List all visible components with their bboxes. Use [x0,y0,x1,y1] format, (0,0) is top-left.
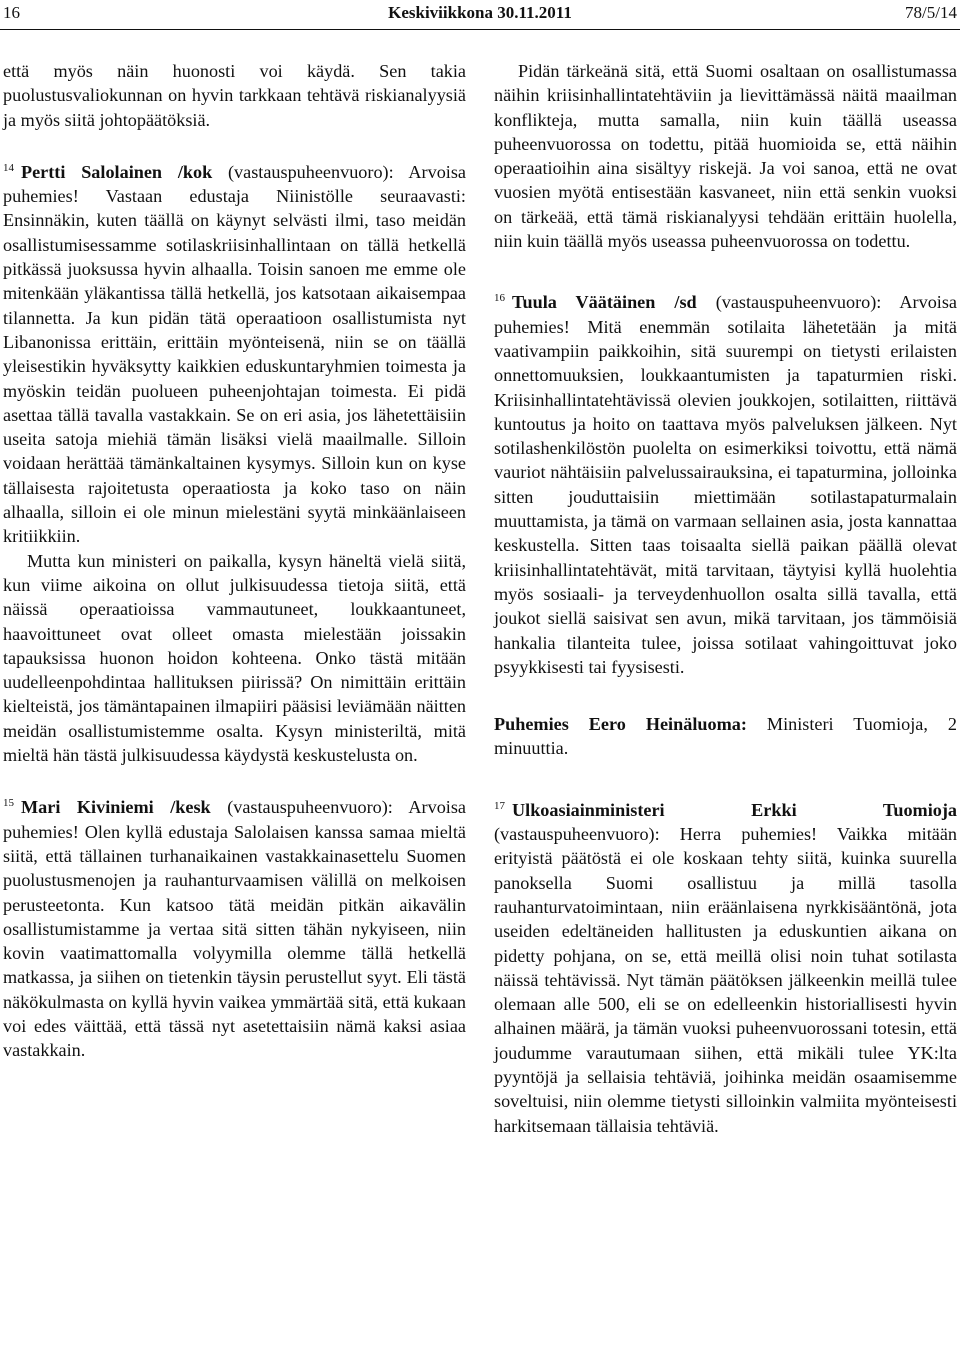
left-column [3,59,466,1063]
chair-speaker: Puhemies Eero Heinäluoma: [494,714,747,735]
speech-number: 14 [3,161,14,174]
document-reference: 78/5/14 [905,3,957,22]
speech-role: (vastauspuheenvuoro): [227,161,394,182]
right-column [494,59,957,1138]
speech-role: (vastauspuheenvuoro): [494,824,660,845]
chair-remark [494,712,957,761]
speech-number: 16 [494,292,505,305]
speech-role: (vastauspuheenvuoro): [227,797,393,818]
speech-17 [494,794,957,1138]
speech-text: Herra puhemies! Vaikka mitään erityistä päätöstä ei ole koskaan tehty siitä, kuinka suurella panoksella Suomi osallistuu ja millä tasolla rauhanturvatoimintaan, niin eräänlaisena nyrkkisääntönä, jota useiden edeltäneiden hallitusten ja eduskuntien aikana on pidetty pohjana, on se, että meillä olisi noin tuhat sotilasta näissä tehtävissä. Nyt tämän päätöksen jälkeenkin meillä tulee olemaan alle 500, eli se on edelleenkin historiallisesti hyvin alhainen määrä, ja tämän vuoksi puheenvuorossani totesin, että joudumme varautumaan siihen, että mikäli tulee YK:lta pyyntöjä ja sellaisia tehtäviä, joihinka meidän osaamisemme soveltuisi, niin olemme tietysti silloinkin valmiita myönteisesti harkitsemaan tällaisia tehtäviä. [494,824,957,1136]
speech-text: Arvoisa puhemies! Mitä enemmän sotilaita lähetetään ja mitä vaativampiin paikkoihin, sitä suurempi on tietysti erilaisten onnettomuuksien, loukkaantumisten ja tapaturmien riski. Kriisinhallintatehtävissä olevien joukkojen, sotilaitten, riittävä kuntoutus ja hoito on taattava myös palveluksen jälkeen. Nyt sotilashenkilöstön puolelta on esimerkiksi toivottu, että nämä vauriot nähtäisiin palvelussairauksina, ei tapaturmina, jolloinka sitten jouduttaisiin miettimään sotilastapaturmalain muuttamista, ja tämä on varmaan sellainen asia, josta kannattaa keskustella. Sitten taas toisaalta siellä paikan päällä olevat kriisinhallintatehtävät, mitä tarvitaan, täytyisi kyllä huolehtia myös sosiaali- ja terveydenhuollon osalta sillä tavalla, että joukot siellä saisivat sen avun, mikä tarvitaan, jos tämmöisiä hankalia tilanteita tulee, joissa sotilaat vahingoittuvat joko psyykkisesti tai fyysisesti. [494,292,957,677]
speaker-name: Mari Kiviniemi /kesk [21,797,211,818]
speech-text: Arvoisa puhemies! Vastaan edustaja Niinistölle seuraavasti: Ensinnäkin, kuten täällä on käynyt selvästi ilmi, taso meidän osallistumisessamme sotilaskriisinhallintaan on tällä hetkellä pitkässä juoksussa hyvin alhaalla. Toisin sanoen me emme ole mitenkään yläkantissa tällä hetkellä, jos katsotaan aikaisempaa tilannetta. Ja kun pidän tätä operaatioon osallistumista nyt Libanonissa erittäin, erittäin myönteisenä, niin se on täällä yleisestikin hyväksytty kaikkien eduskuntaryhmien toimesta ja myöskin teidän puolueen puheenjohtajan toimesta. Ei pidä asettaa tällä tavalla vastakkain. Se on eri asia, jos lähetettäisiin useita satoja miehiä tämän lisäksi vielä maailmalle. Silloin voidaan herättää tämänkaltainen kysymys. Silloin kun on kyse tällaisesta rajoitetusta operaatiosta ja koko taso on näin alhaalla, silloin ei ole minun mielestäni syytä minkäänlaiseen kritiikkiin. [3,161,467,547]
page-number: 16 [3,3,20,22]
speech-number: 17 [494,799,505,812]
speech-14-paragraph-2: Mutta kun ministeri on paikalla, kysyn häneltä vielä siitä, kun viime aikoina on ollut julkisuudessa tietoja siitä, että näissä operaatioissa vammautuneet, loukkaantuneet, haavoittuneet ovat olleet omasta mielestään joissakin tapauksissa huonon hoidon kohteena. Onko tästä mitään uudelleenpohdintaa hallituksen piirissä? On nimittäin erittäin kielteistä, jos tämäntapainen ilmapiiri pääsisi leviämään näitten meidän osallistumistemme osalta. Kysyn ministeriltä, mitä mieltä hän tästä julkisuudessa käydystä keskustelusta on. [3,550,466,766]
chair-text: Ministeri Tuomioja, 2 minuuttia. [494,714,958,759]
speaker-name: Tuula Väätäinen /sd [512,292,697,313]
speaker-name: Ulkoasiainministeri Erkki Tuomioja [512,799,957,820]
speech-role: (vastauspuheenvuoro): [715,292,882,313]
speech-16 [494,286,957,679]
continued-paragraph: että myös näin huonosti voi käydä. Sen takia puolustusvaliokunnan on hyvin tarkkaan tehtävä riskianalyysiä ja myös siitä johtopäätöksiä. [3,61,466,130]
speaker-name: Pertti Salolainen /kok [21,161,213,182]
page-header [0,0,960,28]
header-rule [0,29,960,30]
speech-15 [3,791,466,1062]
speech-14 [3,156,466,549]
session-date: Keskiviikkona 30.11.2011 [388,3,572,22]
speech-number: 15 [3,797,14,810]
speech-text: Arvoisa puhemies! Olen kyllä edustaja Salolaisen kanssa samaa mieltä siitä, että tällainen turhanaikainen vastakkainasettelu Suomen puolustusmenojen ja rauhanturvaamisen välillä on melkoisen perusteetonta. Kun katsoo tätä meidän pitkän aikavälin osallistumistamme ja vertaa sitä sitten tähän nykyiseen, niin kovin vaatimattomalla volyymilla olemme tällä hetkellä matkassa, ja siihen on tietenkin täysin perustellut syyt. Eli tästä näkökulmasta on kyllä hyvin vaikea ymmärtää sitä, että kukaan voi edes väittää, että tässä nyt asetettaisiin nämä kaksi asiaa vastakkain. [3,797,466,1061]
continued-paragraph: Pidän tärkeänä sitä, että Suomi osaltaan on osallistumassa näihin kriisinhallintatehtäviin ja lievittämässä näitä maailman konflikteja, mutta samalla, niin kuin täällä useassa puheenvuorossa on todettu, pitää huomioida se, että näihin operaatioihin aina sisältyy riskejä. Ja voi sanoa, että ne ovat vuosien myötä entisestään kasvaneet, niin että senkin vuoksi on tärkeää, että tämä riskianalyysi tehdään erittäin huolella, niin kuin täällä myös useassa puheenvuorossa on todettu. [494,61,957,252]
